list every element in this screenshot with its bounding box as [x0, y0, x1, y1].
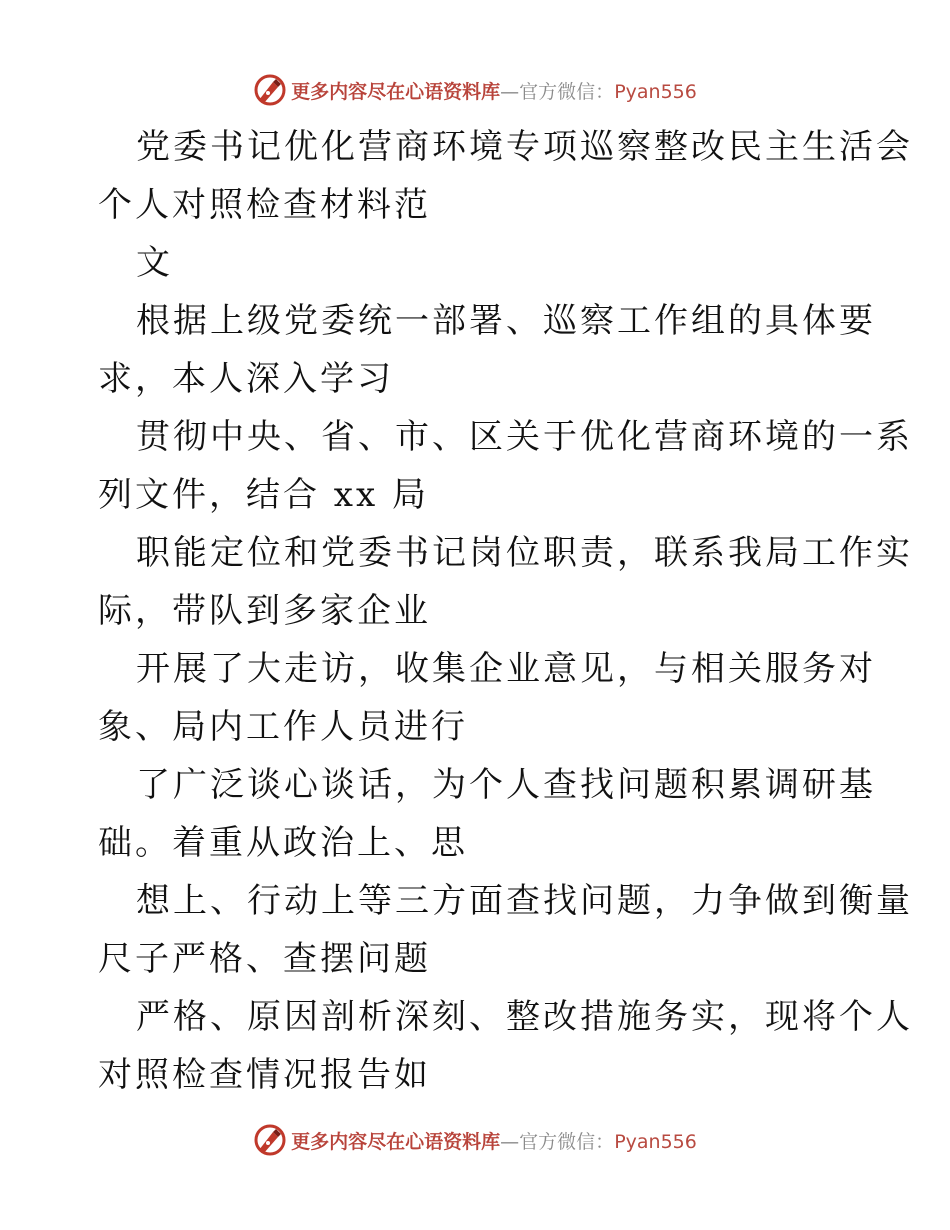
footer-watermark: [0, 1122, 950, 1158]
pen-logo-icon: [253, 1123, 287, 1157]
text-line: 开展了大走访，收集企业意见，与相关服务对: [136, 649, 876, 689]
text-line: 际，带队到多家企业: [98, 591, 431, 631]
text-line: 严格、原因剖析深刻、整改措施务实，现将个人: [136, 997, 913, 1037]
watermark-separator: —: [500, 80, 520, 103]
document-body: [98, 118, 913, 1104]
text-line: 列文件，结合 xx 局: [98, 475, 429, 515]
watermark-main: 更多内容尽在心语资料库: [291, 1130, 501, 1153]
watermark-wechat-label: 官方微信：: [519, 1130, 615, 1153]
text-line: 个人对照检查材料范: [98, 185, 431, 225]
watermark-wechat-id: Pyan556: [614, 80, 697, 103]
watermark-wechat-label: 官方微信：: [519, 80, 615, 103]
text-line: 尺子严格、查摆问题: [98, 939, 431, 979]
watermark-text: [291, 1127, 697, 1154]
text-line: 了广泛谈心谈话，为个人查找问题积累调研基: [136, 765, 876, 805]
text-line: 文: [136, 243, 173, 283]
text-line: 党委书记优化营商环境专项巡察整改民主生活会: [136, 127, 913, 167]
header-watermark: [0, 72, 950, 108]
text-line: 想上、行动上等三方面查找问题，力争做到衡量: [136, 881, 913, 921]
text-line: 象、局内工作人员进行: [98, 707, 468, 747]
watermark-wechat-id: Pyan556: [614, 1130, 697, 1153]
text-line: 职能定位和党委书记岗位职责，联系我局工作实: [136, 533, 913, 573]
text-line: 对照检查情况报告如: [98, 1055, 431, 1095]
text-line: 贯彻中央、省、市、区关于优化营商环境的一系: [136, 417, 913, 457]
text-line: 根据上级党委统一部署、巡察工作组的具体要: [136, 301, 876, 341]
watermark-main: 更多内容尽在心语资料库: [291, 80, 501, 103]
text-line: 求，本人深入学习: [98, 359, 394, 399]
watermark-separator: —: [500, 1130, 520, 1153]
watermark-text: [291, 77, 697, 104]
pen-logo-icon: [253, 73, 287, 107]
text-line: 础。着重从政治上、思: [98, 823, 468, 863]
